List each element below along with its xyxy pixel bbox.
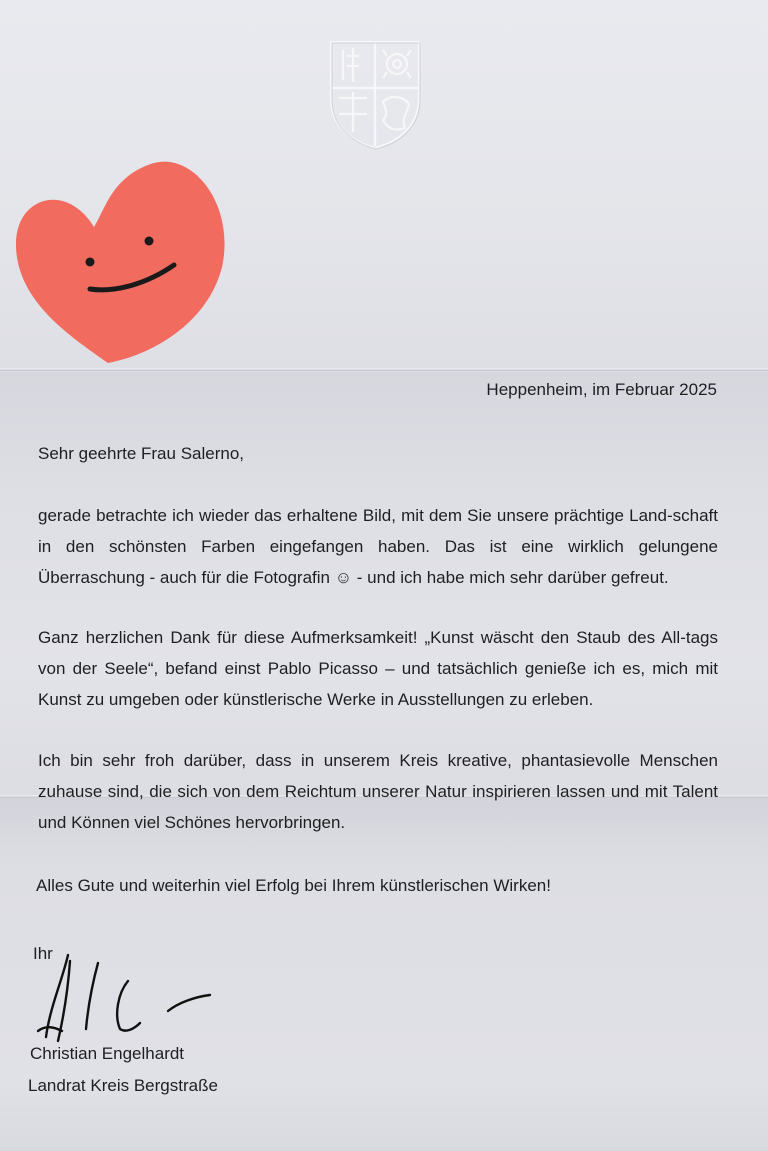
signer-name: Christian Engelhardt — [30, 1044, 185, 1063]
embossed-coat-of-arms-icon — [325, 36, 425, 151]
sign-off: Ihr — [33, 944, 53, 963]
body-paragraph: gerade betrachte ich wieder das erhaltene Bild, mit dem Sie unsere prächtige Land-schaft in den schönsten Farben eingefangen haben. Das ist eine wirklich gelungene Überraschung - auch für die Fotografin ☺ - und ich habe mich sehr darüber gefreut. — [38, 506, 718, 587]
signer-title: Landrat Kreis Bergstraße — [28, 1076, 218, 1095]
closing-line: Alles Gute und weiterhin viel Erfolg bei Ihrem künstlerischen Wirken! — [36, 876, 551, 895]
smiling-heart-icon — [12, 155, 228, 367]
body-paragraph: Ich bin sehr froh darüber, dass in unserem Kreis kreative, phantasievolle Menschen zuhause sind, die sich von dem Reichtum unserer Natur inspirieren lassen und mit Talent und Können viel Schönes hervorbringen. — [38, 751, 718, 832]
handwritten-signature — [28, 945, 228, 1045]
salutation: Sehr geehrte Frau Salerno, — [38, 444, 245, 463]
body-paragraph: Ganz herzlichen Dank für diese Aufmerksamkeit! „Kunst wäscht den Staub des All-tags von der Seele“, befand einst Pablo Picasso – und tatsächlich genieße ich es, mich mit Kunst zu umgeben oder künstlerische Werke in Ausstellungen zu erleben. — [38, 628, 718, 709]
paper-fold — [0, 368, 768, 371]
letter-date: Heppenheim, im Februar 2025 — [486, 380, 717, 399]
